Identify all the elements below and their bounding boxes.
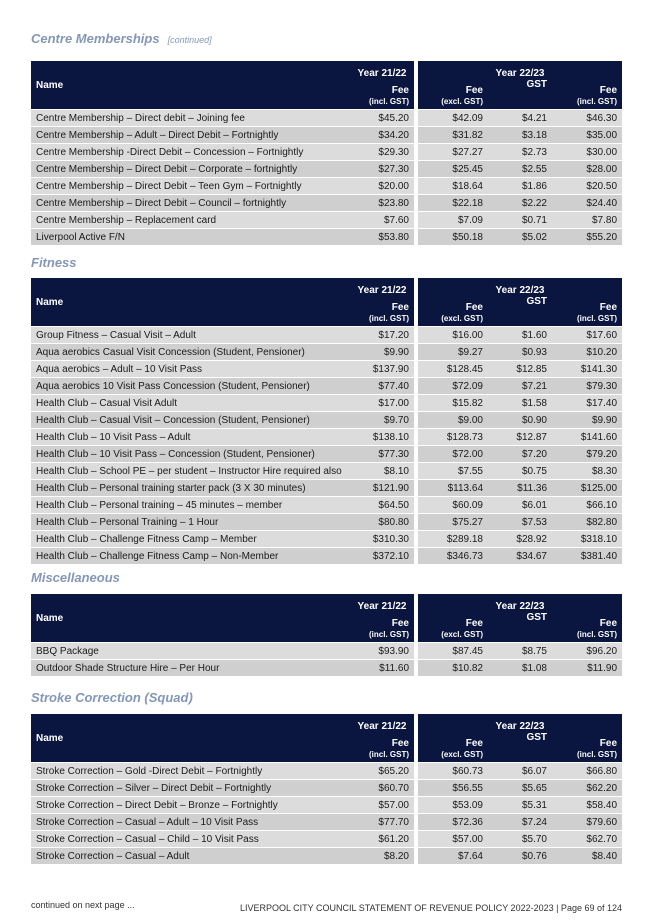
table-row: [31, 228, 622, 245]
fee-excl-gst-cell: $50.18: [418, 228, 488, 245]
continued-note: continued on next page ...: [31, 900, 135, 910]
fee-2122-cell: $93.90: [350, 642, 418, 659]
fee-2122-cell: $77.70: [350, 813, 418, 830]
fee-name-cell: Health Club – Challenge Fitness Camp – Member: [31, 530, 350, 547]
fee-name-cell: Health Club – Challenge Fitness Camp – Non-Member: [31, 547, 350, 564]
column-header-name: Name: [31, 61, 350, 109]
gst-cell: $5.65: [488, 779, 552, 796]
fee-name-cell: Centre Membership – Direct Debit – Corporate – fortnightly: [31, 160, 350, 177]
column-header-gst: GST: [488, 79, 552, 109]
table-row: [31, 779, 622, 796]
fee-name-cell: Group Fitness – Casual Visit – Adult: [31, 326, 350, 343]
fee-incl-gst-cell: $55.20: [552, 228, 622, 245]
section-title-miscellaneous: [31, 570, 120, 585]
fee-2122-cell: $9.90: [350, 343, 418, 360]
column-header-fee-excl: [418, 612, 488, 642]
fee-name-cell: Centre Membership – Direct debit – Joining fee: [31, 109, 350, 126]
fee-name-cell: Health Club – Casual Visit – Concession (Student, Pensioner): [31, 411, 350, 428]
fee-incl-gst-cell: $66.10: [552, 496, 622, 513]
fee-2122-cell: $23.80: [350, 194, 418, 211]
fee-label: Fee: [465, 618, 483, 629]
table-row: [31, 547, 622, 564]
gst-cell: $2.73: [488, 143, 552, 160]
fee-excl-gst-cell: $9.27: [418, 343, 488, 360]
fee-label: Fee: [599, 302, 618, 313]
fee-incl-gst-cell: $141.30: [552, 360, 622, 377]
fee-2122-cell: $121.90: [350, 479, 418, 496]
section-title-fitness: [31, 255, 77, 270]
column-header-name: Name: [31, 278, 350, 326]
fee-excl-gst-cell: $7.09: [418, 211, 488, 228]
fee-incl-gst-cell: $79.20: [552, 445, 622, 462]
table-row: [31, 160, 622, 177]
gst-cell: $7.20: [488, 445, 552, 462]
gst-cell: $1.08: [488, 659, 552, 676]
fee-name-cell: Aqua aerobics Casual Visit Concession (Student, Pensioner): [31, 343, 350, 360]
fee-incl-gst-cell: $17.40: [552, 394, 622, 411]
table-row: [31, 642, 622, 659]
fee-excl-gst-cell: $42.09: [418, 109, 488, 126]
gst-cell: $12.87: [488, 428, 552, 445]
fee-name-cell: Aqua aerobics 10 Visit Pass Concession (Student, Pensioner): [31, 377, 350, 394]
fee-incl-gst-cell: $96.20: [552, 642, 622, 659]
fee-label: Fee: [465, 85, 483, 96]
column-header-year-next: Year 22/23: [418, 61, 622, 79]
fee-incl-gst-cell: $9.90: [552, 411, 622, 428]
table-row: [31, 126, 622, 143]
fee-name-cell: Stroke Correction – Casual – Adult: [31, 847, 350, 864]
fee-label: Fee: [465, 738, 483, 749]
fee-name-cell: Centre Membership – Direct Debit – Council – fortnightly: [31, 194, 350, 211]
section-title-stroke-correction-squad: [31, 690, 193, 705]
fee-excl-gst-cell: $72.00: [418, 445, 488, 462]
fee-label: Fee: [391, 738, 409, 749]
fee-incl-gst-cell: $79.60: [552, 813, 622, 830]
gst-cell: $5.70: [488, 830, 552, 847]
column-header-fee-incl-next: [552, 612, 622, 642]
fee-incl-gst-cell: $318.10: [552, 530, 622, 547]
fee-incl-gst-cell: $141.60: [552, 428, 622, 445]
incl-gst-label: (incl. GST): [369, 630, 409, 639]
column-header-name: Name: [31, 594, 350, 642]
fee-incl-gst-cell: $10.20: [552, 343, 622, 360]
gst-cell: $7.24: [488, 813, 552, 830]
fee-name-cell: Health Club – 10 Visit Pass – Concession (Student, Pensioner): [31, 445, 350, 462]
table-row: [31, 360, 622, 377]
fee-2122-cell: $45.20: [350, 109, 418, 126]
gst-cell: $7.53: [488, 513, 552, 530]
fee-2122-cell: $80.80: [350, 513, 418, 530]
fee-incl-gst-cell: $62.20: [552, 779, 622, 796]
table-row: [31, 813, 622, 830]
fee-2122-cell: $9.70: [350, 411, 418, 428]
section-title-text: Stroke Correction (Squad): [31, 690, 193, 705]
fee-excl-gst-cell: $75.27: [418, 513, 488, 530]
column-header-year-prev: Year 21/22: [350, 594, 418, 612]
fee-incl-gst-cell: $35.00: [552, 126, 622, 143]
fee-label: Fee: [599, 618, 618, 629]
gst-cell: $1.60: [488, 326, 552, 343]
fee-2122-cell: $29.30: [350, 143, 418, 160]
fee-incl-gst-cell: $28.00: [552, 160, 622, 177]
fee-name-cell: Stroke Correction – Gold -Direct Debit – Fortnightly: [31, 762, 350, 779]
gst-cell: $0.93: [488, 343, 552, 360]
section-title-text: Centre Memberships: [31, 31, 160, 46]
fee-excl-gst-cell: $53.09: [418, 796, 488, 813]
column-header-fee-incl-next: [552, 732, 622, 762]
table-row: [31, 847, 622, 864]
gst-cell: $1.86: [488, 177, 552, 194]
fee-incl-gst-cell: $8.30: [552, 462, 622, 479]
fee-excl-gst-cell: $60.73: [418, 762, 488, 779]
table-row: [31, 109, 622, 126]
fee-name-cell: Health Club – Personal training – 45 minutes – member: [31, 496, 350, 513]
fee-excl-gst-cell: $15.82: [418, 394, 488, 411]
excl-gst-label: (excl. GST): [441, 630, 483, 639]
fee-name-cell: Outdoor Shade Structure Hire – Per Hour: [31, 659, 350, 676]
incl-gst-label: (incl. GST): [577, 630, 618, 639]
fee-name-cell: Liverpool Active F/N: [31, 228, 350, 245]
fee-excl-gst-cell: $57.00: [418, 830, 488, 847]
fee-excl-gst-cell: $87.45: [418, 642, 488, 659]
fee-incl-gst-cell: $8.40: [552, 847, 622, 864]
fee-2122-cell: $77.40: [350, 377, 418, 394]
fee-2122-cell: $7.60: [350, 211, 418, 228]
column-header-gst: GST: [488, 732, 552, 762]
fee-incl-gst-cell: $82.80: [552, 513, 622, 530]
column-header-year-next: Year 22/23: [418, 714, 622, 732]
fee-name-cell: Aqua aerobics – Adult – 10 Visit Pass: [31, 360, 350, 377]
fee-name-cell: Centre Membership – Adult – Direct Debit – Fortnightly: [31, 126, 350, 143]
fee-incl-gst-cell: $17.60: [552, 326, 622, 343]
gst-cell: $34.67: [488, 547, 552, 564]
fee-excl-gst-cell: $27.27: [418, 143, 488, 160]
fee-name-cell: Stroke Correction – Direct Debit – Bronze – Fortnightly: [31, 796, 350, 813]
incl-gst-label: (incl. GST): [369, 750, 409, 759]
column-header-fee-excl: [418, 296, 488, 326]
table-row: [31, 530, 622, 547]
fee-incl-gst-cell: $46.30: [552, 109, 622, 126]
fee-2122-cell: $65.20: [350, 762, 418, 779]
incl-gst-label: (incl. GST): [577, 314, 618, 323]
gst-cell: $11.36: [488, 479, 552, 496]
fee-name-cell: Health Club – Casual Visit Adult: [31, 394, 350, 411]
fee-label: Fee: [599, 738, 618, 749]
running-footer: LIVERPOOL CITY COUNCIL STATEMENT OF REVENUE POLICY 2022-2023 | Page 69 of 124: [240, 903, 622, 913]
column-header-year-prev: Year 21/22: [350, 714, 418, 732]
fee-2122-cell: $17.00: [350, 394, 418, 411]
gst-cell: $7.21: [488, 377, 552, 394]
gst-cell: $0.76: [488, 847, 552, 864]
table-row: [31, 194, 622, 211]
fee-2122-cell: $8.10: [350, 462, 418, 479]
fee-incl-gst-cell: $66.80: [552, 762, 622, 779]
table-row: [31, 411, 622, 428]
fee-name-cell: Health Club – School PE – per student – Instructor Hire required also: [31, 462, 350, 479]
fee-incl-gst-cell: $7.80: [552, 211, 622, 228]
fee-name-cell: Health Club – Personal training starter pack (3 X 30 minutes): [31, 479, 350, 496]
section-title-centre-memberships: [31, 31, 212, 46]
fee-label: Fee: [391, 85, 409, 96]
fee-excl-gst-cell: $56.55: [418, 779, 488, 796]
table-row: [31, 326, 622, 343]
fee-name-cell: Centre Membership -Direct Debit – Concession – Fortnightly: [31, 143, 350, 160]
fee-excl-gst-cell: $7.55: [418, 462, 488, 479]
table-row: [31, 513, 622, 530]
incl-gst-label: (incl. GST): [369, 97, 409, 106]
fee-excl-gst-cell: $346.73: [418, 547, 488, 564]
fee-excl-gst-cell: $31.82: [418, 126, 488, 143]
gst-cell: $6.07: [488, 762, 552, 779]
excl-gst-label: (excl. GST): [441, 750, 483, 759]
fee-name-cell: Centre Membership – Replacement card: [31, 211, 350, 228]
column-header-fee-excl: [418, 732, 488, 762]
gst-cell: $0.90: [488, 411, 552, 428]
fee-excl-gst-cell: $60.09: [418, 496, 488, 513]
table-row: [31, 762, 622, 779]
table-row: [31, 428, 622, 445]
gst-cell: $2.55: [488, 160, 552, 177]
fee-incl-gst-cell: $20.50: [552, 177, 622, 194]
fee-2122-cell: $138.10: [350, 428, 418, 445]
column-header-fee-incl-prev: [350, 296, 418, 326]
incl-gst-label: (incl. GST): [577, 750, 618, 759]
fee-excl-gst-cell: $25.45: [418, 160, 488, 177]
table-row: [31, 462, 622, 479]
section-title-text: Miscellaneous: [31, 570, 120, 585]
continued-label: [continued]: [167, 35, 212, 45]
fee-name-cell: Stroke Correction – Casual – Adult – 10 Visit Pass: [31, 813, 350, 830]
column-header-name: Name: [31, 714, 350, 762]
fee-2122-cell: $34.20: [350, 126, 418, 143]
fee-table-stroke-correction-squad: [31, 714, 622, 864]
section-title-text: Fitness: [31, 255, 77, 270]
fee-name-cell: Stroke Correction – Silver – Direct Debit – Fortnightly: [31, 779, 350, 796]
fee-name-cell: Stroke Correction – Casual – Child – 10 Visit Pass: [31, 830, 350, 847]
gst-cell: $28.92: [488, 530, 552, 547]
gst-cell: $12.85: [488, 360, 552, 377]
gst-cell: $0.71: [488, 211, 552, 228]
fee-excl-gst-cell: $128.45: [418, 360, 488, 377]
fee-2122-cell: $17.20: [350, 326, 418, 343]
fee-2122-cell: $53.80: [350, 228, 418, 245]
table-row: [31, 479, 622, 496]
gst-cell: $3.18: [488, 126, 552, 143]
fee-label: Fee: [599, 85, 618, 96]
fee-excl-gst-cell: $9.00: [418, 411, 488, 428]
fee-2122-cell: $27.30: [350, 160, 418, 177]
gst-cell: $0.75: [488, 462, 552, 479]
column-header-fee-incl-prev: [350, 612, 418, 642]
fee-incl-gst-cell: $11.90: [552, 659, 622, 676]
fee-2122-cell: $60.70: [350, 779, 418, 796]
excl-gst-label: (excl. GST): [441, 314, 483, 323]
table-row: [31, 177, 622, 194]
fee-label: Fee: [391, 618, 409, 629]
fee-excl-gst-cell: $72.36: [418, 813, 488, 830]
incl-gst-label: (incl. GST): [369, 314, 409, 323]
table-row: [31, 377, 622, 394]
column-header-gst: GST: [488, 296, 552, 326]
fee-2122-cell: $11.60: [350, 659, 418, 676]
fee-2122-cell: $77.30: [350, 445, 418, 462]
fee-2122-cell: $61.20: [350, 830, 418, 847]
gst-cell: $1.58: [488, 394, 552, 411]
column-header-year-prev: Year 21/22: [350, 278, 418, 296]
fee-2122-cell: $8.20: [350, 847, 418, 864]
fee-excl-gst-cell: $16.00: [418, 326, 488, 343]
fee-incl-gst-cell: $30.00: [552, 143, 622, 160]
gst-cell: $5.31: [488, 796, 552, 813]
fee-incl-gst-cell: $79.30: [552, 377, 622, 394]
fee-excl-gst-cell: $72.09: [418, 377, 488, 394]
gst-cell: $8.75: [488, 642, 552, 659]
table-row: [31, 343, 622, 360]
fee-incl-gst-cell: $24.40: [552, 194, 622, 211]
fee-label: Fee: [465, 302, 483, 313]
table-row: [31, 445, 622, 462]
excl-gst-label: (excl. GST): [441, 97, 483, 106]
column-header-gst: GST: [488, 612, 552, 642]
gst-cell: $4.21: [488, 109, 552, 126]
column-header-fee-incl-next: [552, 79, 622, 109]
column-header-fee-incl-prev: [350, 732, 418, 762]
fee-table-centre-memberships: [31, 61, 622, 245]
table-row: [31, 830, 622, 847]
fee-incl-gst-cell: $125.00: [552, 479, 622, 496]
fee-2122-cell: $137.90: [350, 360, 418, 377]
fee-2122-cell: $64.50: [350, 496, 418, 513]
table-row: [31, 659, 622, 676]
fee-label: Fee: [391, 302, 409, 313]
fee-name-cell: Centre Membership – Direct Debit – Teen Gym – Fortnightly: [31, 177, 350, 194]
table-row: [31, 143, 622, 160]
fee-table-fitness: [31, 278, 622, 564]
fee-excl-gst-cell: $113.64: [418, 479, 488, 496]
fee-incl-gst-cell: $62.70: [552, 830, 622, 847]
gst-cell: $5.02: [488, 228, 552, 245]
column-header-fee-excl: [418, 79, 488, 109]
table-row: [31, 496, 622, 513]
fee-excl-gst-cell: $128.73: [418, 428, 488, 445]
fee-excl-gst-cell: $10.82: [418, 659, 488, 676]
fee-excl-gst-cell: $7.64: [418, 847, 488, 864]
fee-2122-cell: $20.00: [350, 177, 418, 194]
fee-incl-gst-cell: $381.40: [552, 547, 622, 564]
column-header-year-next: Year 22/23: [418, 594, 622, 612]
table-row: [31, 394, 622, 411]
fee-table-miscellaneous: [31, 594, 622, 676]
column-header-year-prev: Year 21/22: [350, 61, 418, 79]
fee-excl-gst-cell: $18.64: [418, 177, 488, 194]
fee-incl-gst-cell: $58.40: [552, 796, 622, 813]
fee-excl-gst-cell: $289.18: [418, 530, 488, 547]
column-header-fee-incl-prev: [350, 79, 418, 109]
column-header-year-next: Year 22/23: [418, 278, 622, 296]
column-header-fee-incl-next: [552, 296, 622, 326]
fee-2122-cell: $310.30: [350, 530, 418, 547]
fee-2122-cell: $372.10: [350, 547, 418, 564]
fee-2122-cell: $57.00: [350, 796, 418, 813]
gst-cell: $6.01: [488, 496, 552, 513]
fee-name-cell: BBQ Package: [31, 642, 350, 659]
fee-excl-gst-cell: $22.18: [418, 194, 488, 211]
gst-cell: $2.22: [488, 194, 552, 211]
table-row: [31, 796, 622, 813]
incl-gst-label: (incl. GST): [577, 97, 618, 106]
table-row: [31, 211, 622, 228]
fee-name-cell: Health Club – 10 Visit Pass – Adult: [31, 428, 350, 445]
fee-name-cell: Health Club – Personal Training – 1 Hour: [31, 513, 350, 530]
